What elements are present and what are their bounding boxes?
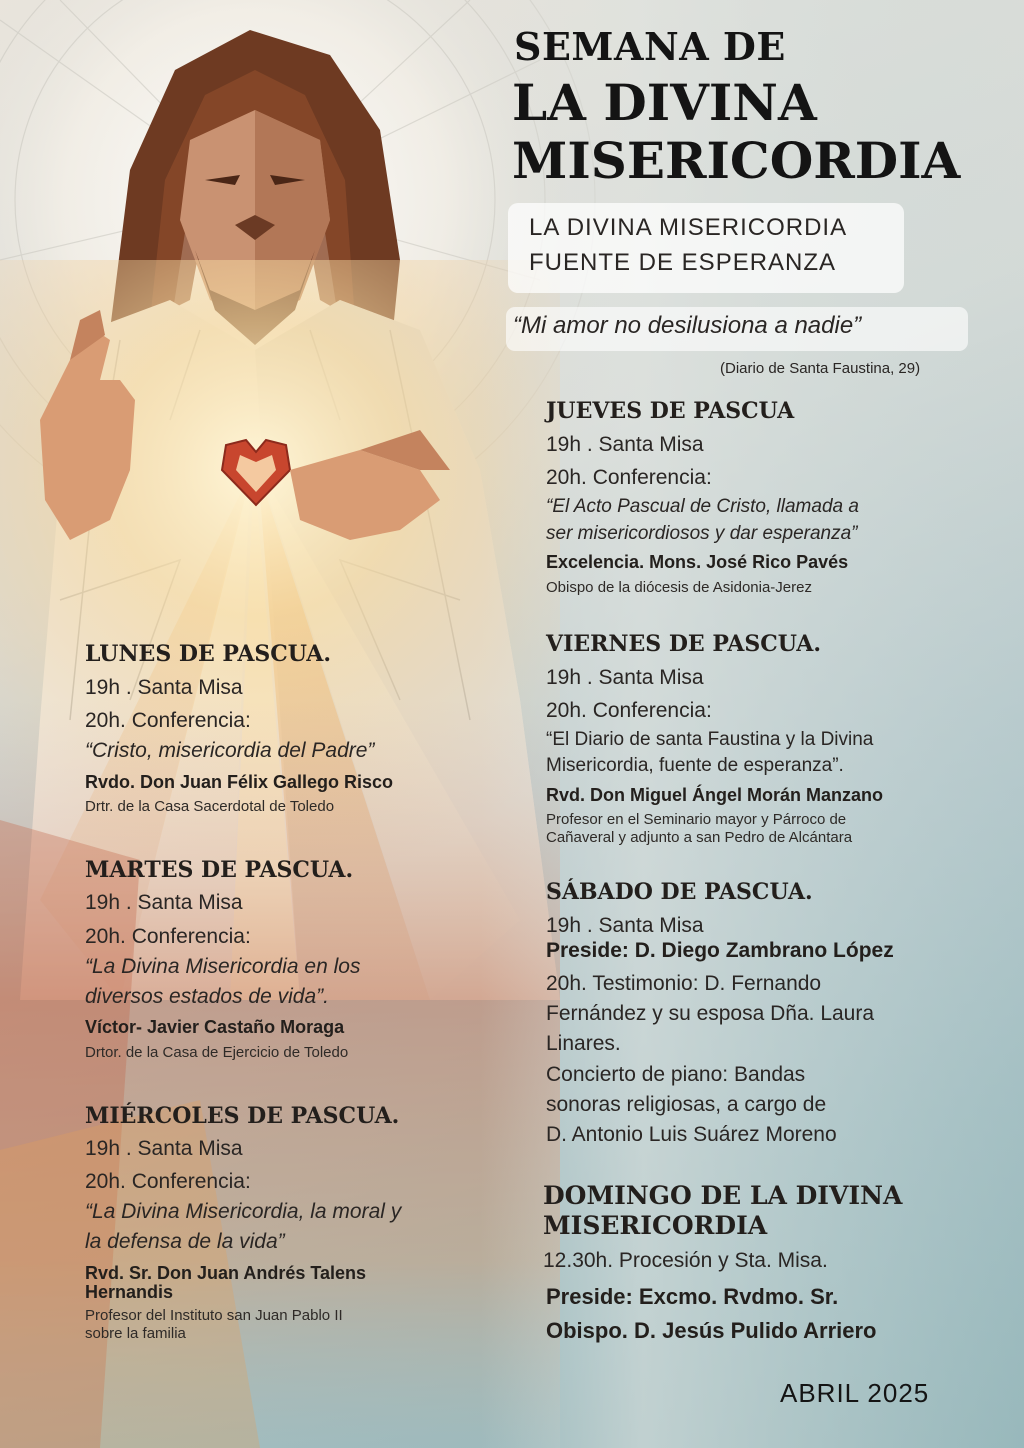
jueves-mass: 19h . Santa Misa	[546, 433, 704, 456]
sabado-line-3: Linares.	[546, 1032, 621, 1055]
quote: “Mi amor no desilusiona a nadie”	[513, 312, 862, 339]
domingo-title-2: MISERICORDIA	[543, 1211, 768, 1240]
miercoles-conf-title-2: la defensa de la vida”	[85, 1230, 285, 1253]
viernes-conf-title-2: Misericordia, fuente de esperanza”.	[546, 755, 844, 776]
miercoles-title: MIÉRCOLES DE PASCUA.	[85, 1103, 400, 1129]
miercoles-speaker-1: Rvd. Sr. Don Juan Andrés Talens	[85, 1263, 367, 1283]
jueves-speaker: Excelencia. Mons. José Rico Pavés	[546, 552, 849, 572]
lunes-title: LUNES DE PASCUA.	[85, 641, 332, 667]
title-line-1: SEMANA DE	[514, 24, 786, 69]
domingo-line-1: 12.30h. Procesión y Sta. Misa.	[543, 1249, 828, 1272]
viernes-conf-title-1: “El Diario de santa Faustina y la Divina	[546, 729, 874, 750]
domingo-title-1: DOMINGO DE LA DIVINA	[543, 1181, 903, 1210]
jueves-role: Obispo de la diócesis de Asidonia-Jerez	[546, 579, 812, 596]
title-line-2: LA DIVINA	[512, 73, 817, 132]
sabado-line-4: Concierto de piano: Bandas	[546, 1063, 806, 1086]
jueves-conf-label: 20h. Conferencia:	[546, 466, 712, 489]
martes-conf-title-2: diversos estados de vida”.	[85, 985, 329, 1008]
miercoles-conf-label: 20h. Conferencia:	[85, 1170, 251, 1193]
jueves-conf-title-2: ser misericordiosos y dar esperanza”	[546, 523, 858, 544]
martes-speaker: Víctor- Javier Castaño Moraga	[85, 1017, 345, 1037]
lunes-conf-title: “Cristo, misericordia del Padre”	[85, 739, 375, 762]
miercoles-role-1: Profesor del Instituto san Juan Pablo II	[85, 1307, 343, 1324]
lunes-speaker: Rvdo. Don Juan Félix Gallego Risco	[85, 772, 394, 792]
martes-title: MARTES DE PASCUA.	[85, 857, 354, 883]
jueves-conf-title-1: “El Acto Pascual de Cristo, llamada a	[546, 496, 859, 517]
viernes-conf-label: 20h. Conferencia:	[546, 699, 712, 722]
martes-role: Drtor. de la Casa de Ejercicio de Toledo	[85, 1044, 349, 1061]
sabado-line-2: Fernández y su esposa Dña. Laura	[546, 1002, 875, 1025]
viernes-mass: 19h . Santa Misa	[546, 666, 704, 689]
miercoles-mass: 19h . Santa Misa	[85, 1137, 243, 1160]
miercoles-conf-title-1: “La Divina Misericordia, la moral y	[85, 1200, 402, 1223]
sabado-line-5: sonoras religiosas, a cargo de	[546, 1093, 827, 1116]
lunes-mass: 19h . Santa Misa	[85, 676, 243, 699]
viernes-speaker: Rvd. Don Miguel Ángel Morán Manzano	[546, 785, 883, 805]
viernes-role-2: Cañaveral y adjunto a san Pedro de Alcántara	[546, 829, 853, 846]
sabado-mass: 19h . Santa Misa	[546, 914, 704, 937]
martes-conf-label: 20h. Conferencia:	[85, 925, 251, 948]
martes-conf-title-1: “La Divina Misericordia en los	[85, 955, 361, 978]
miercoles-speaker-2: Hernandis	[85, 1282, 174, 1302]
domingo-preside-1: Preside: Excmo. Rvdmo. Sr.	[546, 1284, 839, 1309]
sabado-title: SÁBADO DE PASCUA.	[546, 879, 813, 905]
lunes-conf-label: 20h. Conferencia:	[85, 709, 251, 732]
viernes-role-1: Profesor en el Seminario mayor y Párroco de	[546, 811, 847, 828]
subtitle-line-1: LA DIVINA MISERICORDIA	[529, 214, 848, 241]
event-date: ABRIL 2025	[780, 1378, 930, 1408]
jueves-title: JUEVES DE PASCUA	[546, 398, 795, 424]
lunes-role: Drtr. de la Casa Sacerdotal de Toledo	[85, 798, 335, 815]
viernes-title: VIERNES DE PASCUA.	[546, 631, 821, 657]
quote-source: (Diario de Santa Faustina, 29)	[720, 360, 921, 377]
sabado-line-1: 20h. Testimonio: D. Fernando	[546, 972, 822, 995]
miercoles-role-2: sobre la familia	[85, 1325, 186, 1342]
sabado-line-6: D. Antonio Luis Suárez Moreno	[546, 1123, 837, 1146]
title-line-3: MISERICORDIA	[512, 131, 961, 190]
sabado-preside: Preside: D. Diego Zambrano López	[546, 939, 894, 962]
martes-mass: 19h . Santa Misa	[85, 891, 243, 914]
domingo-preside-2: Obispo. D. Jesús Pulido Arriero	[546, 1318, 877, 1343]
subtitle-line-2: FUENTE DE ESPERANZA	[529, 249, 837, 276]
